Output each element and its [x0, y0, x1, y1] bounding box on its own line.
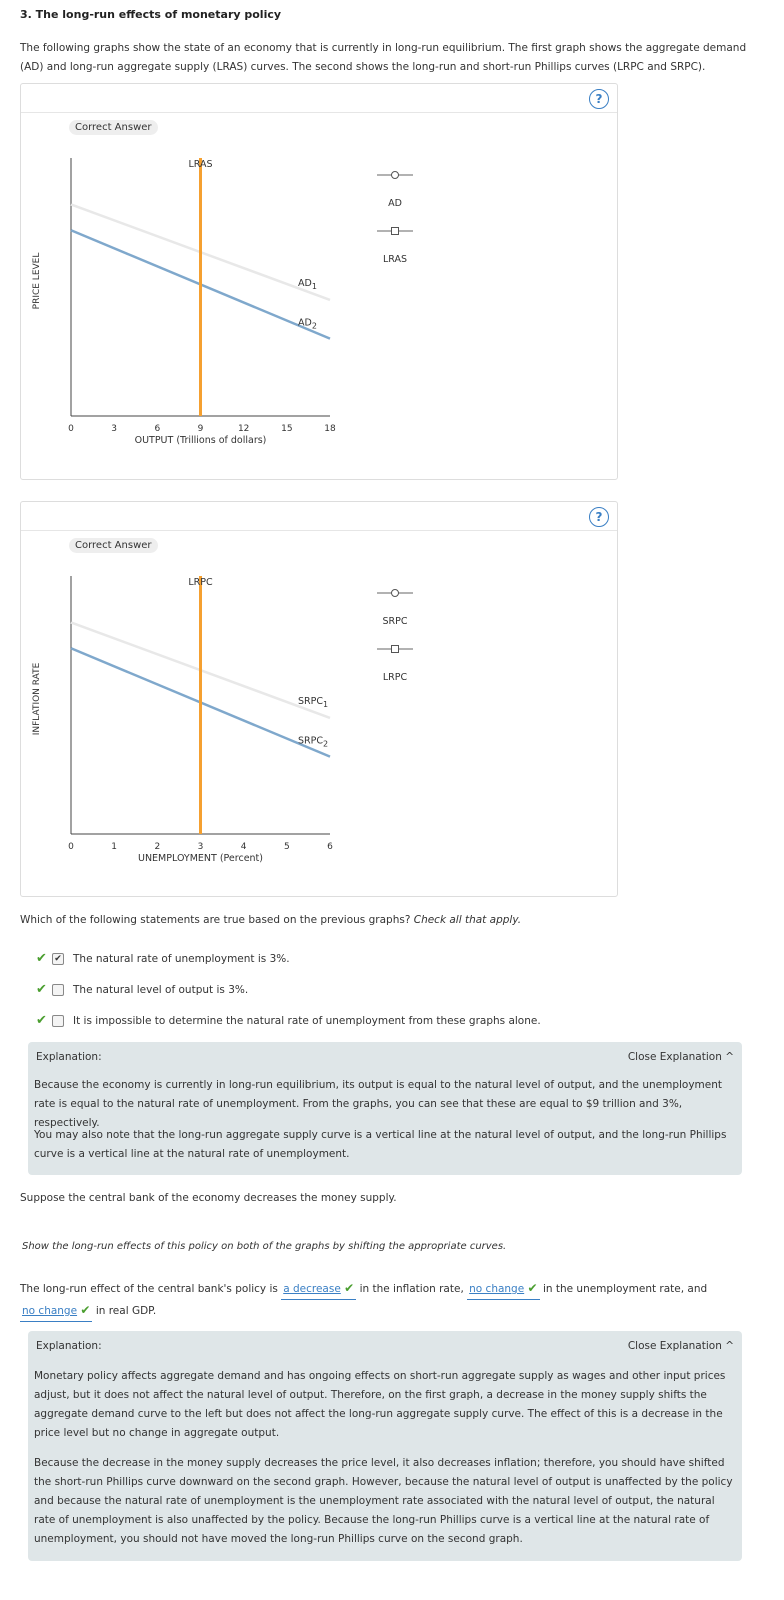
series-label-sub: 2: [311, 321, 317, 331]
option-checkbox[interactable]: [52, 1015, 64, 1027]
phillips-chart[interactable]: [21, 502, 617, 896]
legend-label: AD: [388, 198, 402, 209]
correct-check-icon: ✔: [527, 1281, 538, 1295]
x-tick-label: 0: [68, 842, 74, 852]
mc-prompt-text: Which of the following statements are true based on the previous graphs?: [20, 914, 411, 926]
x-tick-label: 6: [154, 424, 161, 434]
explanation-heading: Explanation:: [36, 1051, 102, 1063]
correct-check-icon: ✔: [344, 1281, 355, 1295]
question-intro: The following graphs show the state of an economy that is currently in long-run equilibrium. The first graph shows the aggregate demand (AD) and long-run aggregate supply (LRAS) curves. The second shows the long-run and short-run Phillips curves (LRPC and SRPC).: [20, 42, 747, 73]
x-axis-label: UNEMPLOYMENT (Percent): [138, 853, 263, 864]
legend-circle-icon: [392, 590, 399, 597]
explanation-heading: Explanation:: [36, 1340, 102, 1352]
legend-label: LRPC: [382, 672, 408, 683]
mc-prompt: [20, 914, 521, 926]
series-label-lras: LRAS: [188, 159, 213, 170]
answer-value: no change: [22, 1305, 78, 1317]
option-label: The natural level of output is 3%.: [73, 983, 249, 996]
explanation-paragraph: Because the decrease in the money supply decreases the price level, it also decreases inflation; therefore, you should have shifted the short-run Phillips curve downward on the second graph. However, because the natural level of output is unaffected by the policy and because the natural rate of unemployment is the unemployment rate associated with the natural level of output, the natural rate of unemployment is also unaffected by the policy. Because the long-run Phillips curve is a vertical line at the natural rate of unemployment, you should not have moved the long-run Phillips curve on the second graph.: [34, 1457, 733, 1545]
correct-check-icon: ✔: [36, 982, 47, 997]
help-icon[interactable]: ?: [589, 507, 609, 527]
fill-pre: The long-run effect of the central bank's policy is: [20, 1283, 278, 1295]
x-tick-label: 9: [197, 424, 204, 434]
graph-panel-phillips: [20, 501, 618, 897]
correct-check-icon: ✔: [80, 1303, 91, 1317]
x-axis-label: OUTPUT (Trillions of dollars): [134, 435, 267, 446]
fill-in-sentence: [20, 1278, 760, 1322]
series-label-lrpc: LRPC: [188, 577, 213, 588]
x-tick-label: 12: [237, 424, 250, 434]
series-label-sub: 1: [311, 281, 317, 291]
close-explanation-button[interactable]: Close Explanation ^: [627, 1051, 734, 1063]
answer-dropdown-unemployment[interactable]: [467, 1278, 539, 1300]
series-label-srpc2: [298, 736, 328, 749]
correct-answer-badge: Correct Answer: [69, 538, 158, 553]
question-title: 3. The long-run effects of monetary policy: [20, 8, 282, 21]
explanation-paragraph: Monetary policy affects aggregate demand and has ongoing effects on short-run aggregate supply as wages and other input prices adjust, but it does not affect the natural level of output. Therefore, on the first graph, a decrease in the money supply shifts the aggregate demand curve to the left but does not affect the long-run aggregate supply curve. The effect of this is a decrease in the price level but no change in aggregate output.: [34, 1370, 726, 1439]
answer-dropdown-gdp[interactable]: [20, 1300, 92, 1322]
series-label-sub: 2: [323, 739, 329, 749]
x-tick-label: 6: [327, 842, 333, 852]
explanation-box-2: [28, 1331, 742, 1561]
x-tick-label: 18: [324, 424, 336, 434]
x-tick-label: 5: [283, 842, 290, 852]
series-label-main: AD: [298, 277, 312, 289]
option-label: The natural rate of unemployment is 3%.: [73, 952, 290, 965]
explanation-paragraph: Because the economy is currently in long-run equilibrium, its output is equal to the natural level of output, and the unemployment rate is equal to the natural rate of unemployment. From the graphs, you can see that these are equal to $9 trillion and 3%, respectively.: [34, 1079, 722, 1129]
graph-panel-ad-lras: [20, 83, 618, 480]
answer-value: a decrease: [283, 1283, 341, 1295]
y-axis-label: INFLATION RATE: [32, 662, 42, 736]
help-icon[interactable]: ?: [589, 89, 609, 109]
legend-square-icon: [392, 228, 399, 235]
scenario-text: Suppose the central bank of the economy decreases the money supply.: [20, 1192, 397, 1204]
explanation-paragraph: You may also note that the long-run aggregate supply curve is a vertical line at the natural level of output, and the long-run Phillips curve is a vertical line at the natural rate of unemployment.: [34, 1129, 727, 1160]
option-checkbox[interactable]: ✔: [52, 953, 64, 965]
legend-circle-icon: [392, 172, 399, 179]
x-tick-label: 0: [68, 424, 74, 434]
correct-check-icon: ✔: [36, 951, 47, 966]
x-tick-label: 3: [197, 842, 204, 852]
y-axis-label: PRICE LEVEL: [32, 252, 42, 310]
instruction-text: Show the long-run effects of this policy on both of the graphs by shifting the appropriate curves.: [22, 1241, 507, 1252]
x-tick-label: 15: [281, 424, 293, 434]
x-tick-label: 4: [240, 842, 247, 852]
correct-answer-badge: Correct Answer: [69, 120, 158, 135]
mc-option[interactable]: [36, 1013, 541, 1028]
series-label-main: AD: [298, 317, 312, 329]
x-tick-label: 2: [154, 842, 161, 852]
close-explanation-button[interactable]: Close Explanation ^: [627, 1340, 734, 1352]
legend-label: LRAS: [382, 254, 408, 265]
x-tick-label: 1: [111, 842, 118, 852]
option-label: It is impossible to determine the natural rate of unemployment from these graphs alone.: [73, 1014, 541, 1027]
mc-option[interactable]: [36, 951, 290, 966]
answer-value: no change: [469, 1283, 525, 1295]
fill-mid: in the unemployment rate, and: [542, 1283, 708, 1295]
legend-label: SRPC: [382, 616, 408, 627]
fill-post: in real GDP.: [95, 1305, 157, 1317]
fill-mid: in the inflation rate,: [359, 1283, 464, 1295]
legend-square-icon: [392, 646, 399, 653]
mc-prompt-italic: Check all that apply.: [413, 914, 522, 926]
ad-lras-chart[interactable]: [21, 84, 617, 479]
x-tick-label: 3: [111, 424, 118, 434]
correct-check-icon: ✔: [36, 1013, 47, 1028]
series-label-main: SRPC: [298, 735, 323, 747]
series-label-sub: 1: [323, 699, 329, 709]
explanation-box-1: [28, 1042, 742, 1175]
series-label-main: SRPC: [298, 695, 323, 707]
mc-option[interactable]: [36, 982, 248, 997]
answer-dropdown-inflation[interactable]: [281, 1278, 356, 1300]
option-checkbox[interactable]: [52, 984, 64, 996]
